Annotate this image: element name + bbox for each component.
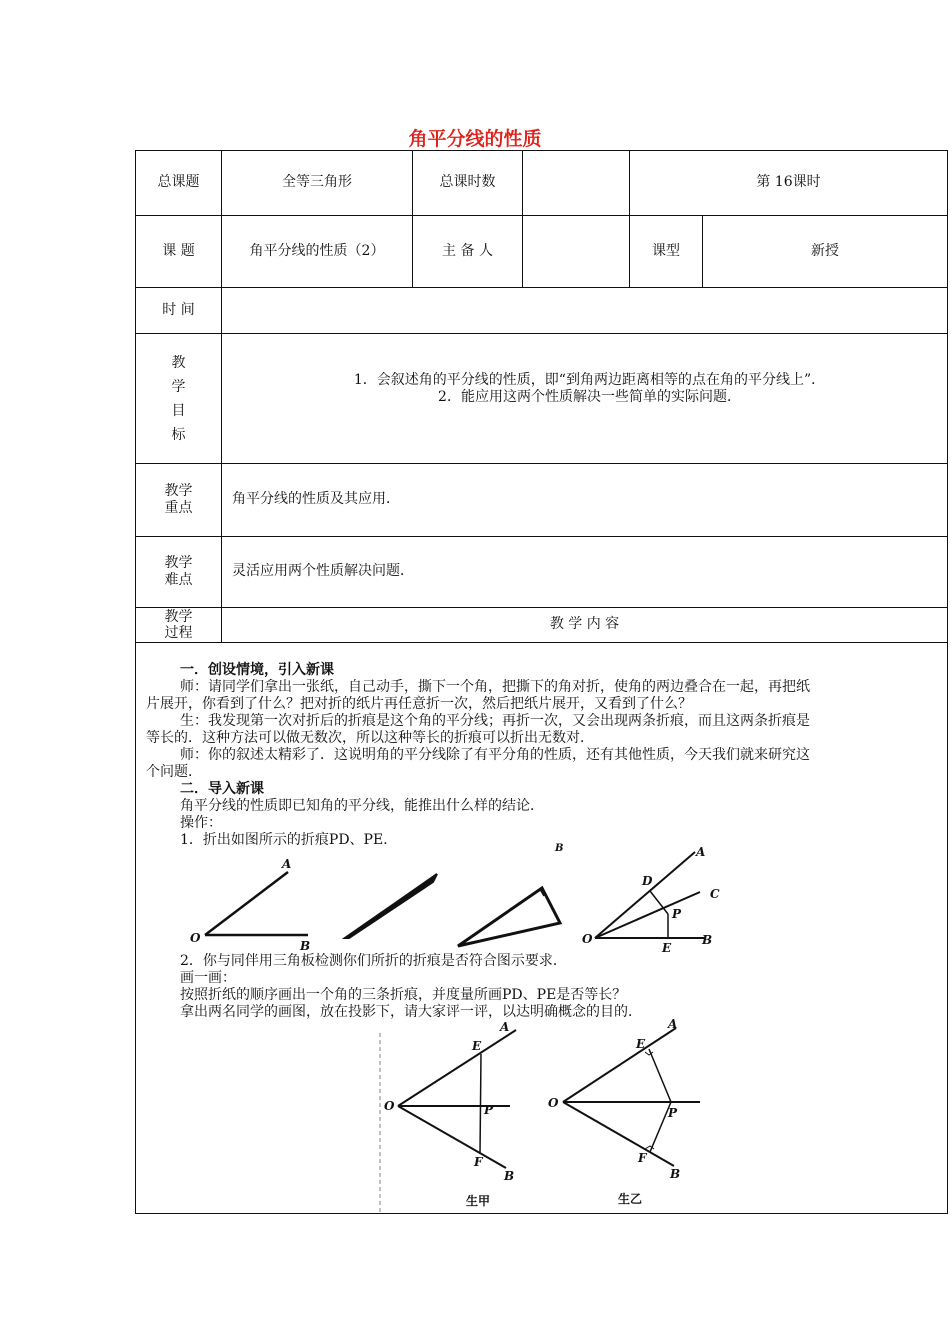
section-heading: 一．创设情境，引入新课 [180, 662, 334, 678]
goals-label [135, 333, 222, 464]
paragraph-line: 个问题． [146, 764, 202, 780]
label-B-partial: B [555, 843, 564, 854]
label-O: O [190, 931, 201, 945]
topic-label: 课 题 [135, 215, 222, 288]
goals-label-char: 学 [171, 378, 186, 395]
label-B: B [702, 933, 713, 947]
paragraph-line: 2．你与同伴用三角板检测你们所折的折痕是否符合图示要求． [180, 953, 567, 969]
paragraph-line: 师：请同学们拿出一张纸，自己动手，撕下一个角，把撕下的角对折，使角的两边叠合在一起，再把纸 [180, 679, 810, 695]
lesson-number: 第 16课时 [629, 150, 948, 216]
student-drawings [378, 1018, 708, 1214]
difficulties-label [135, 536, 222, 608]
paragraph-line: 按照折纸的顺序画出一个角的三条折痕，并度量所画PD、PE是否等长？ [180, 987, 627, 1003]
goals-label-char: 教 [171, 354, 186, 371]
total-topic-label: 总课题 [135, 150, 222, 216]
label-E: E [636, 1037, 646, 1051]
topic-value: 角平分线的性质（2） [221, 215, 413, 288]
paragraph-line: 生：我发现第一次对折后的折痕是这个角的平分线；再折一次，又会出现两条折痕，而且这两条折痕是 [180, 713, 810, 729]
label-O: O [582, 932, 593, 946]
label-P: P [484, 1103, 494, 1117]
goals-label-char: 目 [171, 402, 186, 419]
label-B: B [300, 939, 311, 953]
label-O: O [548, 1096, 559, 1110]
paragraph-line: 画一画： [180, 970, 236, 986]
paragraph-line: 等长的．这种方法可以做无数次，所以这种等长的折痕可以折出无数对． [146, 730, 594, 746]
label-A: A [282, 857, 292, 871]
type-label: 课型 [629, 215, 703, 288]
label-P: P [668, 1106, 678, 1120]
time-label: 时 间 [135, 287, 222, 334]
label-D: D [642, 874, 653, 888]
preparer-value [522, 215, 630, 288]
process-label-line: 过程 [164, 625, 193, 641]
paragraph-line: 1．折出如图所示的折痕PD、PE． [180, 832, 398, 848]
label-A: A [500, 1020, 510, 1034]
label-C: C [710, 887, 720, 901]
total-hours-label: 总课时数 [412, 150, 523, 216]
fold-figure-unfolded [580, 840, 730, 955]
fold-figure-angle [180, 850, 320, 953]
process-label-line: 教学 [164, 609, 193, 625]
total-topic-value: 全等三角形 [221, 150, 413, 216]
goals-content [221, 333, 948, 464]
difficulties-label-line: 教学 [164, 555, 193, 571]
fold-figure-folded-once [335, 860, 445, 950]
total-hours-value [522, 150, 630, 216]
label-A: A [668, 1017, 678, 1031]
label-O: O [384, 1099, 395, 1113]
paragraph-line: 师：你的叙述太精彩了．这说明角的平分线除了有平分角的性质，还有其他性质，今天我们就来研究这 [180, 747, 810, 763]
caption-student-b: 生乙 [618, 1192, 643, 1206]
caption-student-a: 生甲 [466, 1194, 491, 1208]
fold-figure-folded-twice [450, 843, 570, 953]
paragraph-line: 拿出两名同学的画图，放在投影下，请大家评一评，以达明确概念的目的． [180, 1004, 642, 1020]
difficulties-value: 灵活应用两个性质解决问题． [221, 536, 948, 608]
key-points-value: 角平分线的性质及其应用． [221, 463, 948, 537]
label-E: E [472, 1039, 482, 1053]
goal-item: 2．能应用这两个性质解决一些简单的实际问题． [438, 389, 741, 405]
label-A: A [696, 845, 706, 859]
paragraph-line: 角平分线的性质即已知角的平分线，能推出什么样的结论． [180, 798, 544, 814]
process-label [135, 607, 222, 643]
process-header: 教 学 内 容 [221, 607, 948, 643]
section-heading: 二．导入新课 [180, 781, 264, 797]
key-points-label [135, 463, 222, 537]
document-title: 角平分线的性质 [408, 128, 542, 150]
goals-label-char: 标 [171, 426, 186, 443]
label-B: B [504, 1169, 515, 1183]
time-value [221, 287, 948, 334]
label-B: B [670, 1167, 681, 1181]
label-P: P [672, 907, 682, 921]
paragraph-line: 片展开，你看到了什么？把对折的纸片再任意折一次，然后把纸片展开，又看到了什么？ [146, 696, 692, 712]
preparer-label: 主 备 人 [412, 215, 523, 288]
label-F: F [638, 1151, 647, 1165]
label-F: F [474, 1155, 483, 1169]
type-value: 新授 [702, 215, 948, 288]
key-points-label-line: 重点 [164, 500, 193, 516]
label-E: E [662, 941, 672, 955]
paragraph-line: 操作： [180, 815, 222, 831]
key-points-label-line: 教学 [164, 483, 193, 499]
goal-item: 1．会叙述角的平分线的性质，即“到角两边距离相等的点在角的平分线上”． [353, 372, 826, 388]
difficulties-label-line: 难点 [164, 572, 193, 588]
